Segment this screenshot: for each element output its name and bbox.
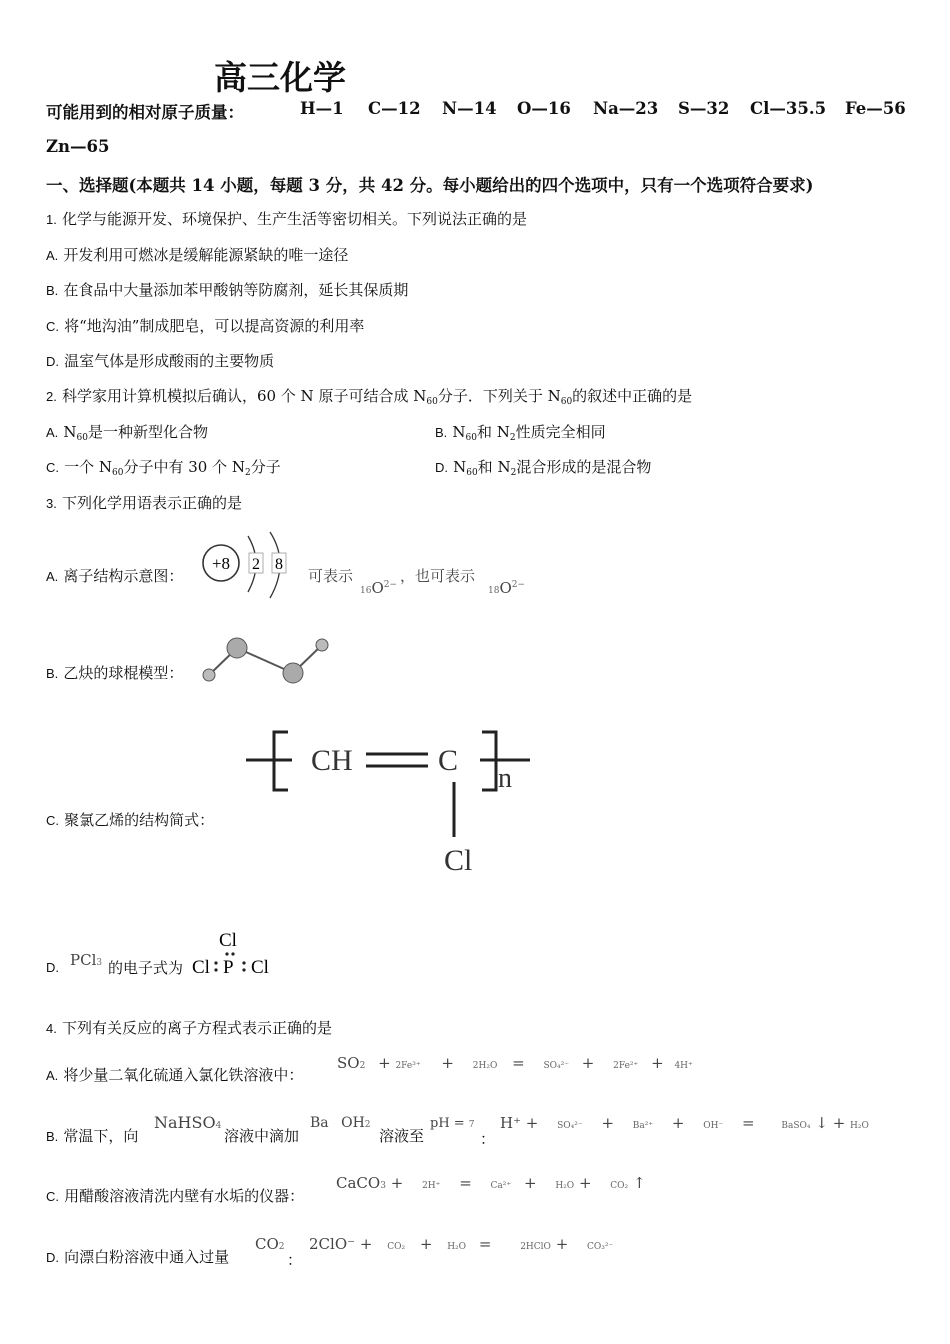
option-label: A. (46, 1068, 59, 1083)
q3-option-d (46, 957, 59, 976)
subscript: 60 (76, 433, 88, 443)
q4c-equation (336, 1174, 646, 1192)
eq-op: + (525, 1114, 539, 1132)
nucleus-charge: +8 (211, 554, 231, 573)
option-text: 向漂白粉溶液中通入过量 (64, 1248, 230, 1266)
subscript: 2 (359, 1061, 366, 1071)
subscript: 60 (112, 468, 124, 478)
ph-value: 7 (468, 1120, 475, 1130)
q4b-equation (500, 1114, 869, 1132)
eq-term: 2Fe²⁺ (613, 1061, 639, 1071)
cl-right: Cl (251, 957, 269, 978)
mass-cl: Cl—35.5 (750, 99, 827, 118)
eq-term: CO₃²⁻ (587, 1242, 614, 1252)
eq-op: = (742, 1114, 755, 1132)
atomic-mass-intro: 可能用到的相对原子质量： (46, 103, 244, 122)
eq-term: CO₂ (387, 1242, 406, 1252)
question-stem: 下列化学用语表示正确的是 (61, 494, 242, 512)
eq-term: H₂O (555, 1181, 575, 1191)
element: O (371, 579, 384, 597)
option-label: A. (46, 569, 59, 584)
subscript-n: n (498, 763, 512, 794)
eq-op: + (578, 1174, 592, 1192)
option-text: 常温下，向 (63, 1127, 139, 1145)
eq-term: 2ClO⁻ (309, 1235, 356, 1253)
option-label: B. (435, 425, 448, 440)
colon: ： (287, 1251, 303, 1269)
electron-dot (231, 952, 234, 955)
ph-text: pH = (430, 1116, 465, 1131)
eq-op: = (459, 1174, 472, 1192)
can-represent: 可表示 (308, 567, 354, 585)
subscript: 60 (465, 433, 477, 443)
pcl3-electron-formula (190, 926, 280, 982)
eq-op: + (555, 1235, 569, 1253)
mass-number: 18 (488, 586, 500, 596)
option-text: 离子结构示意图： (63, 567, 184, 585)
eq-op: + (359, 1235, 373, 1253)
q1-option-a (46, 244, 348, 265)
eq-op: + (523, 1174, 537, 1192)
eq-term: SO₄²⁻ (557, 1121, 583, 1131)
q4-option-c (46, 1185, 304, 1206)
option-label: C. (46, 460, 59, 475)
option-label: B. (46, 1129, 59, 1144)
option-label: C. (46, 319, 59, 334)
eq-term: 4H⁺ (674, 1061, 693, 1071)
option-label: B. (46, 666, 59, 681)
mass-n: N—14 (442, 99, 497, 118)
subscript: 2 (364, 1120, 371, 1130)
option-text: 温室气体是形成酸雨的主要物质 (64, 352, 275, 370)
option-label: D. (46, 354, 59, 369)
eq-term: CO₂ (610, 1181, 629, 1191)
stem-part: 分子．下列关于 N (437, 387, 561, 405)
q1-option-b (46, 279, 408, 300)
eq-term: SO₄²⁻ (543, 1061, 569, 1071)
subscript: 4 (215, 1121, 222, 1131)
subscript: 3 (96, 958, 103, 968)
eq-term: OH⁻ (703, 1121, 724, 1131)
ph-label (430, 1116, 474, 1131)
q1-option-d (46, 350, 274, 371)
pvc-structure (240, 720, 540, 880)
atom-large (227, 638, 247, 658)
option-text: 溶液至 (379, 1127, 425, 1145)
cl-top: Cl (219, 930, 237, 951)
option-text: 溶液中滴加 (224, 1127, 300, 1145)
option-text: 是一种新型化合物 (87, 423, 208, 441)
question-number: 3. (46, 496, 57, 511)
option-text: 开发利用可燃冰是缓解能源紧缺的唯一途径 (63, 246, 349, 264)
isotope-16o (360, 578, 397, 597)
stem-part: 的叙述中正确的是 (572, 387, 693, 405)
nahso4-formula (154, 1113, 221, 1132)
charge: 2− (511, 580, 526, 590)
electron-dot (242, 968, 245, 971)
option-text: 性质完全相同 (515, 423, 606, 441)
pcl3-formula (70, 951, 102, 969)
eq-term: CaCO (336, 1174, 381, 1192)
option-text: 乙炔的球棍模型： (63, 664, 184, 682)
option-label: B. (46, 283, 59, 298)
isotope-18o (488, 578, 525, 597)
option-text: 和 N (476, 423, 510, 441)
mass-s: S—32 (678, 99, 730, 118)
eq-op: ↓ (815, 1114, 828, 1132)
question-number: 4. (46, 1021, 57, 1036)
cl-left: Cl (192, 957, 210, 978)
formula: N (453, 458, 467, 476)
eq-op: + (581, 1054, 595, 1072)
question-stem: 下列有关反应的离子方程式表示正确的是 (61, 1019, 332, 1037)
electron-dot (225, 952, 228, 955)
eq-op: + (390, 1174, 404, 1192)
mass-h: H—1 (300, 99, 344, 118)
question-4 (46, 1017, 332, 1038)
eq-term: 2Fe³⁺ (395, 1061, 421, 1071)
electron-dot (214, 961, 217, 964)
q2-option-b (435, 421, 606, 443)
eq-op: + (441, 1054, 454, 1072)
page-title: 高三化学 (214, 58, 346, 97)
eq-term: Ca²⁺ (490, 1181, 512, 1191)
electron-formula-text: 的电子式为 (108, 959, 184, 977)
baoh2-formula (310, 1115, 371, 1131)
eq-term: 2H⁺ (422, 1181, 441, 1191)
formula: NaHSO (154, 1113, 216, 1132)
shell1-electrons: 2 (252, 556, 260, 573)
q4-option-d (46, 1246, 229, 1267)
eq-op: + (419, 1235, 433, 1253)
q3-option-b (46, 662, 183, 683)
stem-part: 科学家用计算机模拟后确认，60 个 N 原子可结合成 N (61, 387, 427, 405)
ion-structure-diagram (198, 530, 294, 602)
atom-small (316, 639, 328, 651)
electron-dot (214, 968, 217, 971)
charge: 2− (383, 580, 398, 590)
option-label: C. (46, 1189, 59, 1204)
question-stem: 化学与能源开发、环境保护、生产生活等密切相关。下列说法正确的是 (61, 210, 527, 228)
option-text: 用醋酸溶液清洗内壁有水垢的仪器： (64, 1187, 305, 1205)
option-label: D. (435, 460, 448, 475)
c-atom: C (438, 744, 459, 777)
eq-op: ↑ (632, 1174, 646, 1192)
co2-formula (255, 1235, 285, 1253)
ball-stick-model (198, 632, 334, 690)
eq-op: + (601, 1114, 615, 1132)
eq-op: = (478, 1235, 492, 1253)
option-label: D. (46, 960, 59, 975)
option-text: 和 N (477, 458, 511, 476)
cl-atom: Cl (444, 844, 473, 877)
eq-op: + (671, 1114, 685, 1132)
mass-zn: Zn—65 (46, 137, 110, 156)
option-label: A. (46, 425, 59, 440)
eq-op: = (512, 1054, 525, 1072)
q2-option-a (46, 421, 208, 443)
subscript: 60 (466, 468, 478, 478)
subscript: 60 (426, 397, 438, 407)
q3-option-c (46, 809, 214, 830)
subscript: 3 (380, 1181, 386, 1191)
subscript: 2 (509, 433, 516, 443)
option-text: 一个 N (64, 458, 112, 476)
question-number: 1. (46, 212, 57, 227)
mass-na: Na—23 (593, 99, 659, 118)
also-represent: ，也可表示 (400, 567, 476, 585)
option-text: 混合形成的是混合物 (516, 458, 652, 476)
eq-op: + (378, 1054, 391, 1072)
subscript: 2 (278, 1242, 285, 1252)
option-label: A. (46, 248, 59, 263)
formula: PCl (70, 951, 97, 969)
question-2 (46, 385, 692, 407)
eq-term: SO (337, 1054, 360, 1072)
eq-term: H₂O (447, 1242, 467, 1252)
q4d-equation (309, 1235, 613, 1253)
eq-term: BaSO₄ (781, 1121, 811, 1131)
eq-term: 2H₂O (472, 1061, 498, 1071)
eq-op: + (651, 1054, 664, 1072)
question-3 (46, 492, 242, 513)
formula: CO (255, 1235, 279, 1253)
subscript: 2 (510, 468, 517, 478)
subscript: 2 (244, 468, 251, 478)
q2-option-c (46, 456, 281, 478)
colon: ： (480, 1130, 496, 1148)
q1-option-c (46, 315, 364, 336)
option-text: 分子中有 30 个 N (123, 458, 245, 476)
eq-term: H₂O (850, 1121, 869, 1131)
section-heading: 一、选择题(本题共 14 小题，每题 3 分，共 42 分。每小题给出的四个选项中，只有一个选项符合要求) (46, 176, 814, 195)
q4-option-b (46, 1125, 138, 1146)
option-text: 将少量二氧化硫通入氯化铁溶液中： (63, 1066, 304, 1084)
mass-o: O—16 (517, 99, 571, 118)
option-label: D. (46, 1250, 59, 1265)
q3-option-a (46, 565, 183, 586)
option-label: C. (46, 813, 59, 828)
formula: OH (341, 1115, 365, 1131)
electron-dot (242, 961, 245, 964)
q2-option-d (435, 456, 651, 478)
formula: N (63, 423, 77, 441)
option-text: 聚氯乙烯的结构简式： (64, 811, 215, 829)
atom-small (203, 669, 215, 681)
option-text: 将“地沟油”制成肥皂，可以提高资源的利用率 (64, 317, 365, 335)
question-1 (46, 208, 527, 229)
mass-number: 16 (360, 586, 372, 596)
eq-op: + (832, 1114, 846, 1132)
eq-term: 2HClO (520, 1242, 551, 1252)
q4-option-a (46, 1064, 303, 1085)
element: O (499, 579, 512, 597)
p-atom: P (223, 957, 234, 978)
question-number: 2. (46, 389, 57, 404)
formula: Ba (310, 1115, 329, 1131)
atom-large (283, 663, 303, 683)
mass-c: C—12 (368, 99, 421, 118)
mass-fe: Fe—56 (845, 99, 906, 118)
option-text: 分子 (250, 458, 281, 476)
option-text: 在食品中大量添加苯甲酸钠等防腐剂，延长其保质期 (63, 281, 409, 299)
q4a-equation (337, 1054, 693, 1072)
eq-term: H⁺ (500, 1114, 521, 1132)
subscript: 60 (560, 397, 573, 407)
eq-term: Ba²⁺ (632, 1121, 654, 1131)
shell2-electrons: 8 (275, 556, 283, 573)
formula: N (452, 423, 466, 441)
ch-group: CH (311, 744, 353, 777)
